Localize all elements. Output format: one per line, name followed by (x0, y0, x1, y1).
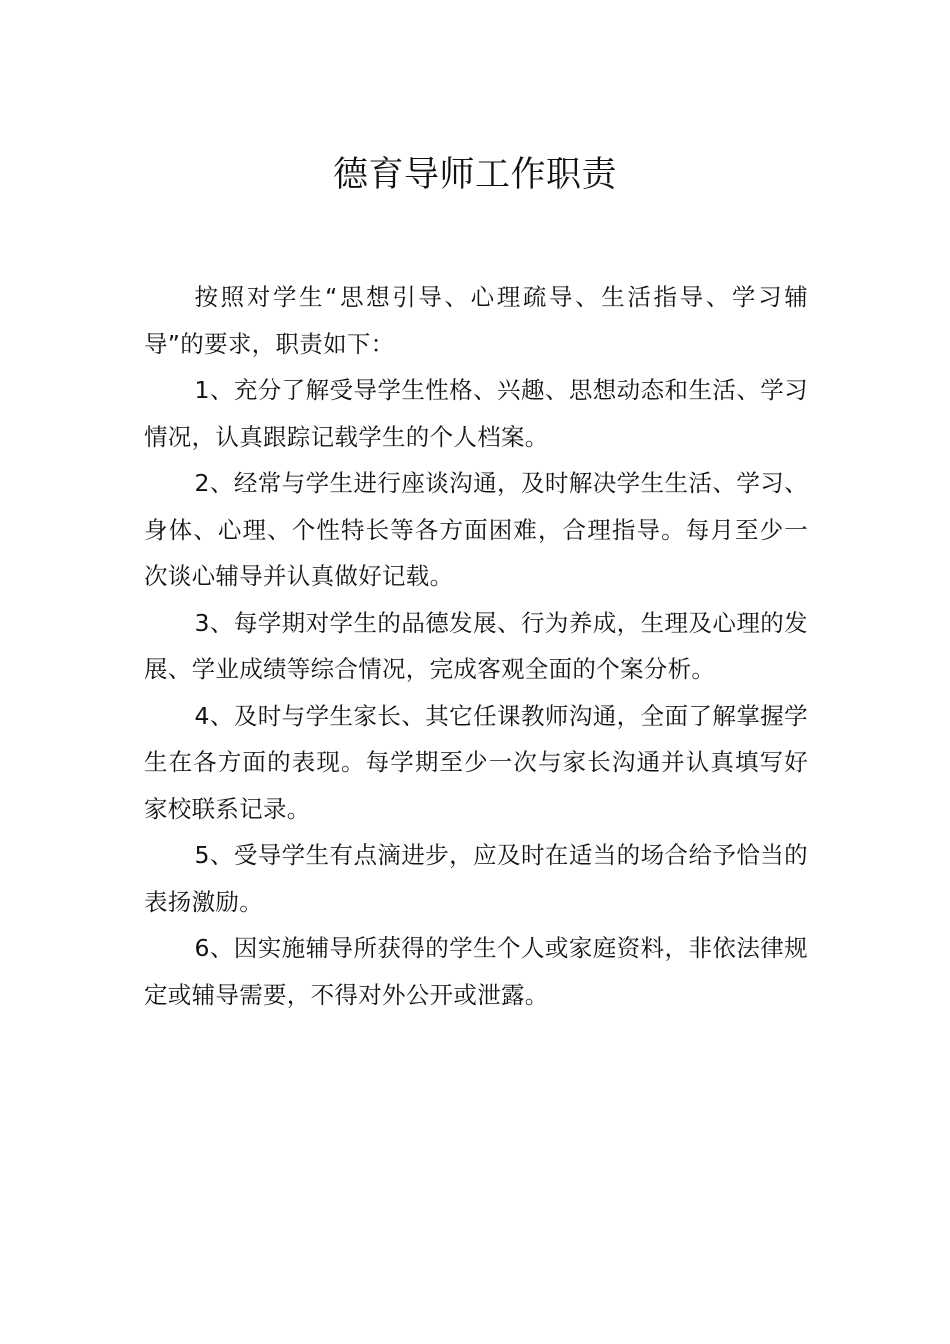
duty-item-2: 2、经常与学生进行座谈沟通，及时解决学生生活、学习、身体、心理、个性特长等各方面困难，合理指导。每月至少一次谈心辅导并认真做好记载。 (144, 469, 808, 590)
intro-paragraph: 按照对学生“思想引导、心理疏导、生活指导、学习辅导”的要求，职责如下： (144, 283, 808, 358)
duty-item-4: 4、及时与学生家长、其它任课教师沟通，全面了解掌握学生在各方面的表现。每学期至少一次与家长沟通并认真填写好家校联系记录。 (144, 701, 808, 823)
duty-item-5: 5、受导学生有点滴进步，应及时在适当的场合给予恰当的表扬激励。 (144, 841, 808, 916)
document-body (144, 274, 808, 1018)
document-title: 德育导师工作职责 (332, 155, 617, 195)
duty-item-6: 6、因实施辅导所获得的学生个人或家庭资料，非依法律规定或辅导需要，不得对外公开或泄露。 (144, 934, 808, 1009)
duty-item-3: 3、每学期对学生的品德发展、行为养成，生理及心理的发展、学业成绩等综合情况，完成客观全面的个案分析。 (144, 608, 808, 683)
duty-item-1: 1、充分了解受导学生性格、兴趣、思想动态和生活、学习情况，认真跟踪记载学生的个人档案。 (144, 376, 808, 451)
